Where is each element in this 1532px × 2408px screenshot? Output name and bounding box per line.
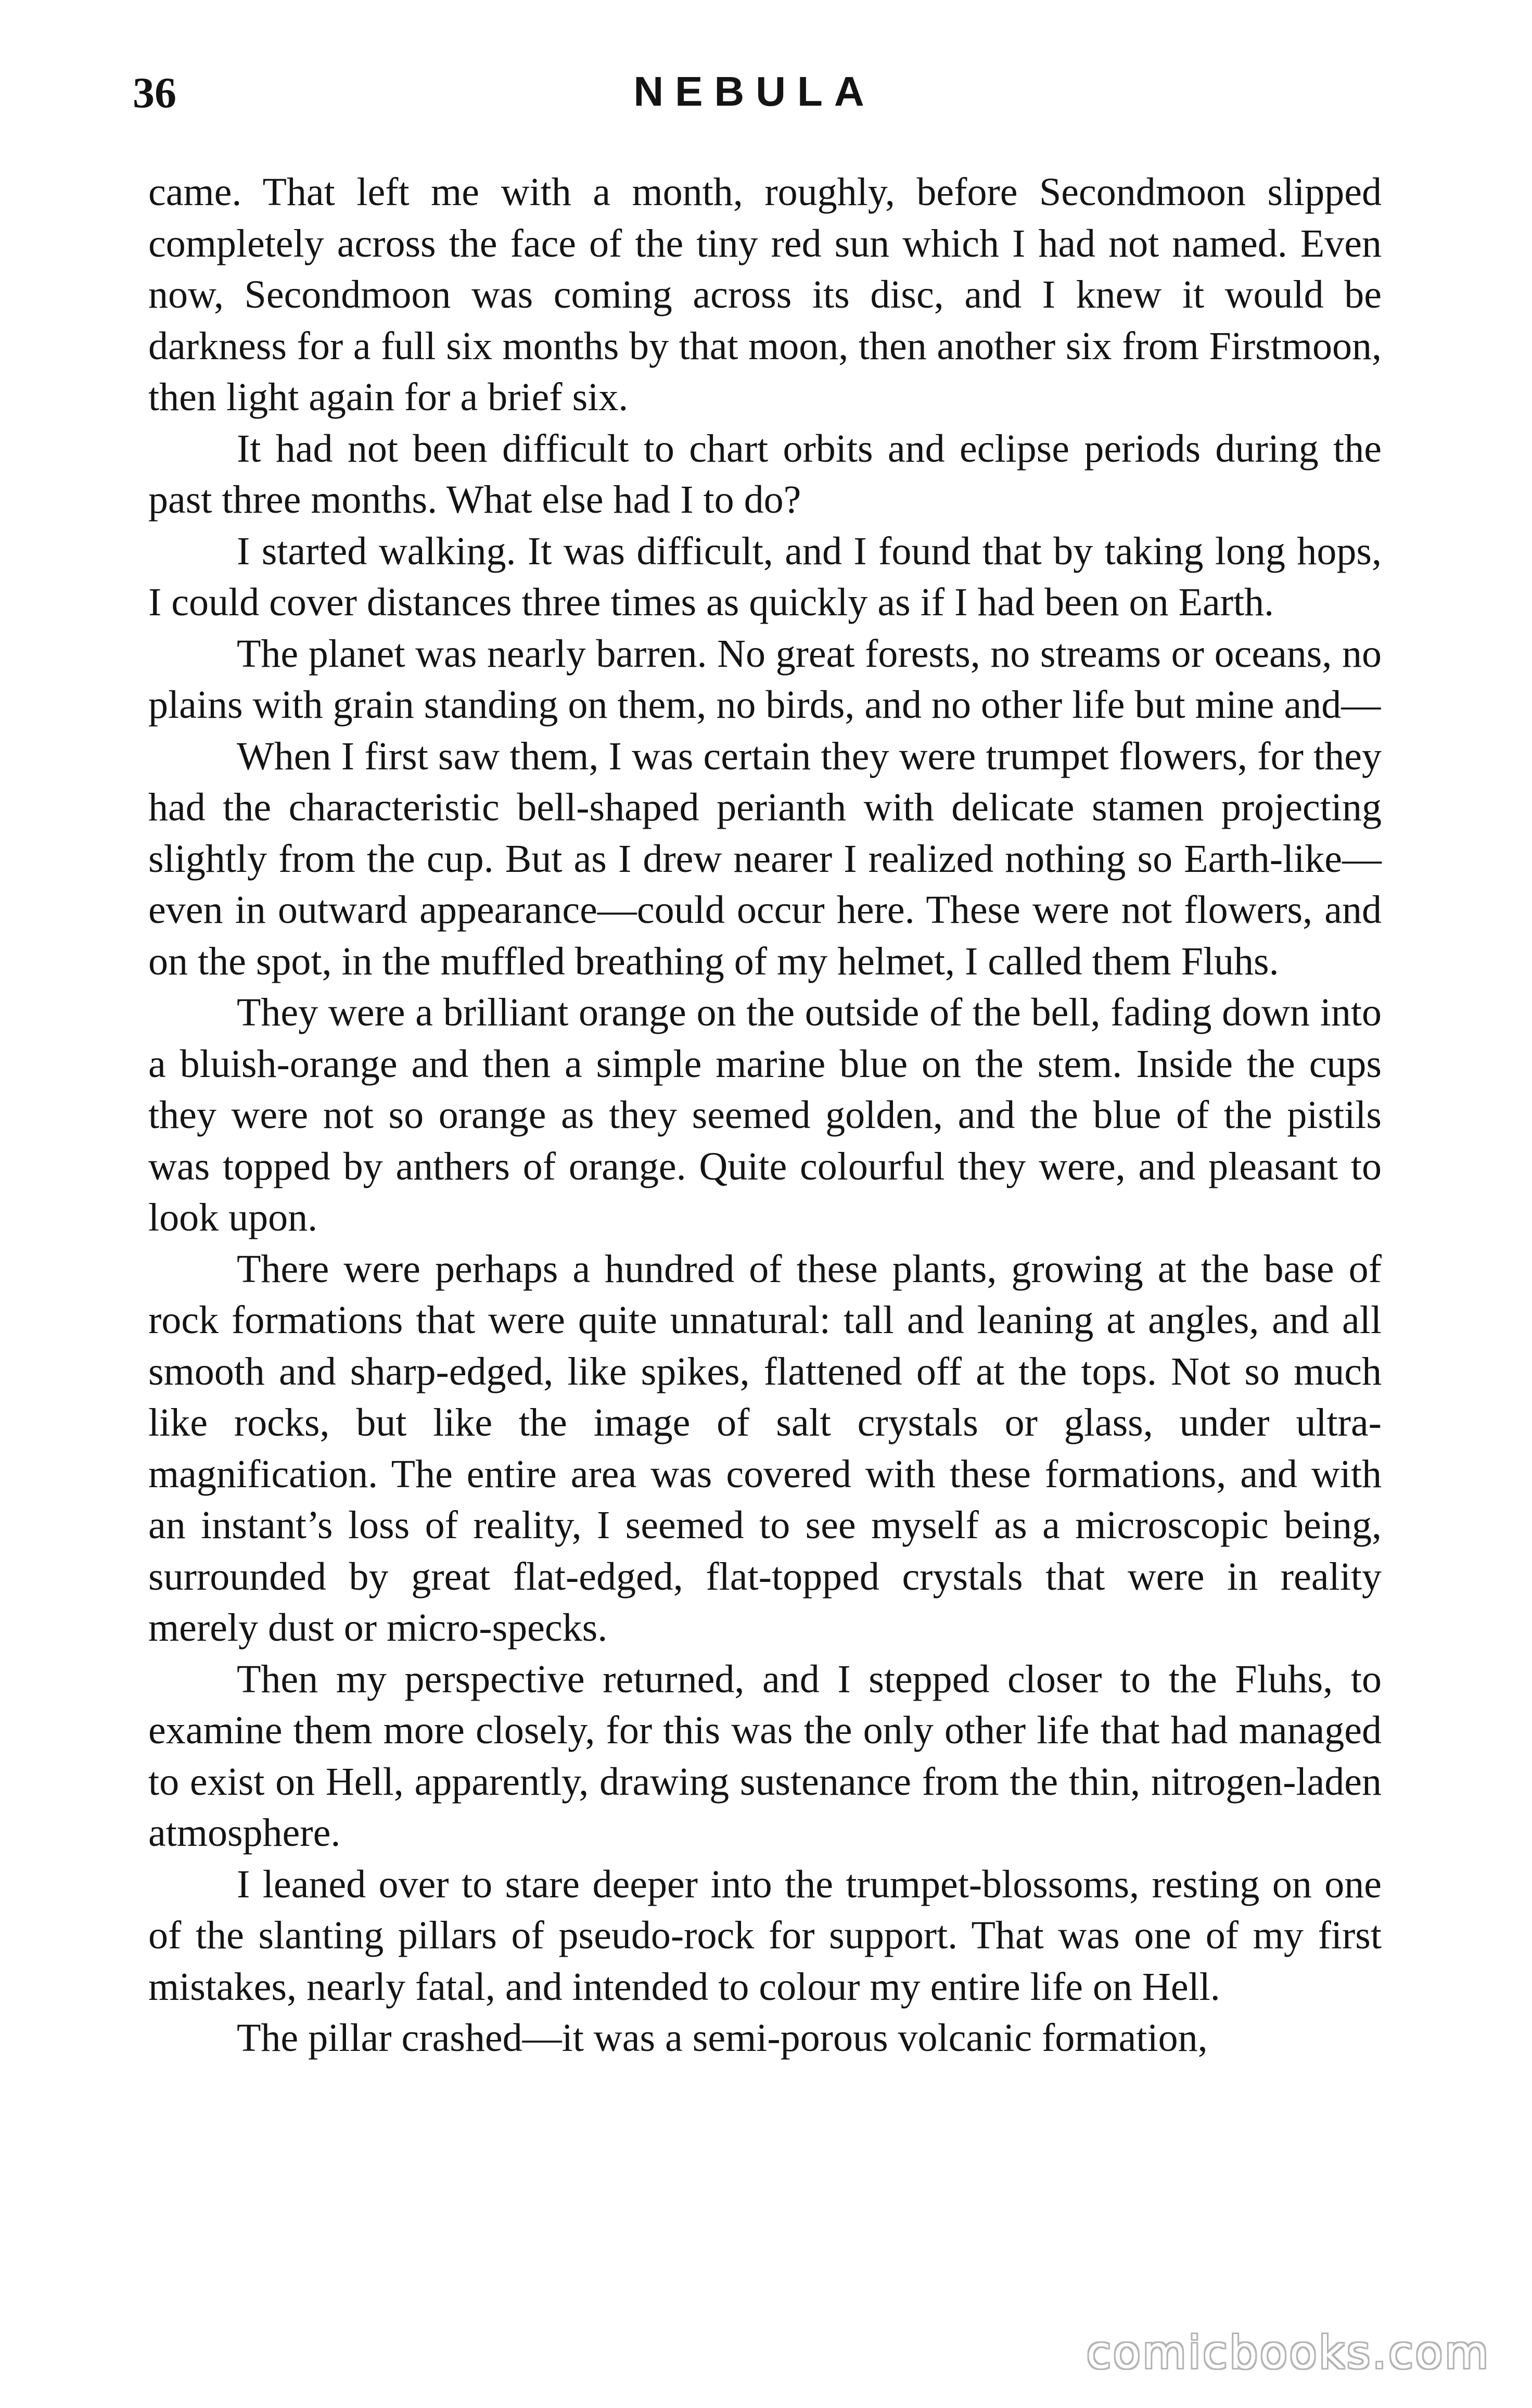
paragraph: The planet was nearly barren. No great forests, no streams or oceans, no plains with grain standing on them, no birds, and no other life but mine and—	[148, 631, 1382, 727]
paragraph: When I first saw them, I was certain they were trumpet flowers, for they had the characteristic bell-shaped perianth with delicate stamen projecting slightly from the cup. But as I drew nearer I realized nothing so Earth-like—even in outward appearance—could occur here. These were not flowers, and on the spot, in the muffled breathing of my helmet, I called them Fluhs.	[148, 734, 1382, 983]
paragraph: Then my perspective returned, and I stepped closer to the Fluhs, to examine them more closely, for this was the only other life that had managed to exist on Hell, apparently, drawing sustenance from the thin, nitrogen-laden atmosphere.	[148, 1657, 1382, 1855]
running-head: NEBULA	[633, 68, 876, 115]
page-number: 36	[133, 69, 176, 117]
watermark: comicbooks.com	[1086, 2327, 1490, 2379]
page-header	[133, 68, 1376, 130]
body-text	[148, 167, 1382, 2064]
paragraph: came. That left me with a month, roughly, before Secondmoon slipped completely across the face of the tiny red sun which I had not named. Even now, Secondmoon was coming across its disc, and I knew it would be darkness for a full six months by that moon, then another six from Firstmoon, then light again for a brief six.	[148, 170, 1382, 419]
paragraph: There were perhaps a hundred of these plants, growing at the base of rock formations that were quite unnatural: tall and leaning at angles, and all smooth and sharp-edged, like spikes, flattened off at the tops. Not so much like rocks, but like the image of salt crystals or glass, under ultra-magnification. The entire area was covered with these formations, and with an instant’s loss of reality, I seemed to see myself as a microscopic being, surrounded by great flat-edged, flat-topped crystals that were in reality merely dust or micro-specks.	[148, 1247, 1382, 1650]
paragraph: I started walking. It was difficult, and I found that by taking long hops, I could cover distances three times as quickly as if I had been on Earth.	[148, 529, 1382, 624]
paragraph: The pillar crashed—it was a semi-porous volcanic formation,	[237, 2016, 1208, 2060]
paragraph: They were a brilliant orange on the outside of the bell, fading down into a bluish-orange and then a simple marine blue on the stem. Inside the cups they were not so orange as they seemed golden, and the blue of the pistils was topped by anthers of orange. Quite colourful they were, and pleasant to look upon.	[148, 991, 1382, 1239]
paragraph: I leaned over to stare deeper into the trumpet-blossoms, resting on one of the slanting pillars of pseudo-rock for support. That was one of my first mistakes, nearly fatal, and intended to colour my entire life on Hell.	[148, 1862, 1382, 2009]
paragraph: It had not been difficult to chart orbits and eclipse periods during the past three months. What else had I to do?	[148, 426, 1382, 522]
